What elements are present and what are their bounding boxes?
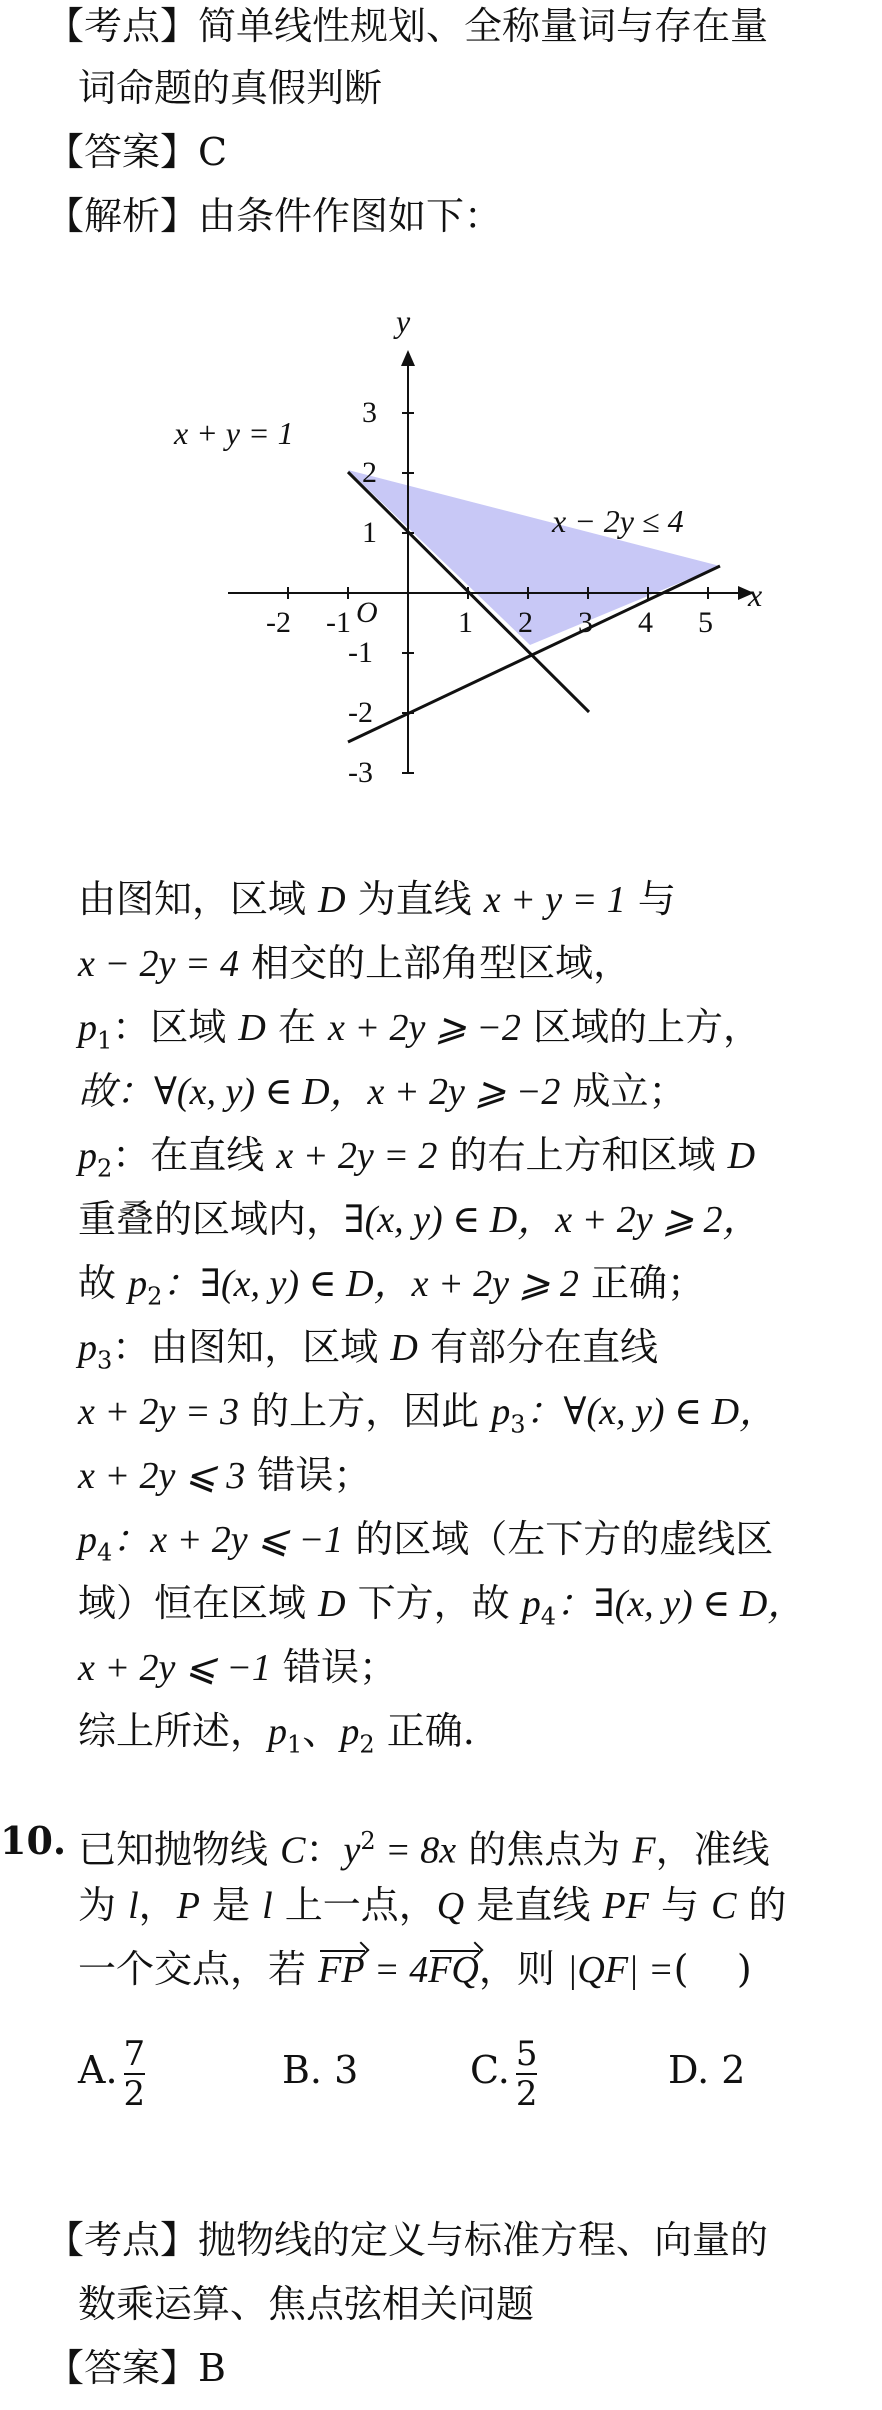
q10-line-1: 已知抛物线 C：$y^2 = 8x$ 的焦点为 F，准线 xyxy=(78,1827,770,1872)
analysis-line-6: 重叠的区域内，∃(x, y) ∈ D，x + 2y ⩾ 2， xyxy=(78,1197,761,1241)
analysis-line-9: x + 2y = 3 的上方，因此 $p_3$：∀(x, y) ∈ D， xyxy=(78,1389,778,1439)
analysis-line-3: $p_1$：区域 D 在 x + 2y ⩾ −2 区域的上方， xyxy=(78,1005,762,1055)
y-tick-label: 2 xyxy=(362,456,377,489)
x-tick-label: 2 xyxy=(518,606,533,639)
origin-label: O xyxy=(356,596,378,629)
x-tick-label: 3 xyxy=(578,606,593,639)
analysis-intro: 【解析】由条件作图如下： xyxy=(46,194,503,238)
x-axis-label: x xyxy=(748,577,763,613)
analysis-line-5: $p_2$：在直线 x + 2y = 2 的右上方和区域 D xyxy=(78,1133,756,1183)
x-tick-label: -2 xyxy=(266,606,291,639)
y-tick-label: -2 xyxy=(348,696,373,729)
x-tick-label: 1 xyxy=(458,606,473,639)
vector-FP: FP xyxy=(318,1944,364,1996)
x-tick-label: 4 xyxy=(638,606,653,639)
y-tick-label: 1 xyxy=(362,516,377,549)
label-x-minus-2y: x − 2y ≤ 4 xyxy=(552,503,684,539)
q10-topic-line-2: 数乘运算、焦点弦相关问题 xyxy=(78,2282,535,2326)
analysis-line-8: $p_3$：由图知，区域 D 有部分在直线 xyxy=(78,1325,658,1375)
vector-FQ: FQ xyxy=(428,1944,479,1996)
answer-line: 【答案】C xyxy=(46,130,228,174)
x-tick-label: 5 xyxy=(698,606,713,639)
q10-answer: 【答案】B xyxy=(46,2346,226,2390)
q10-line-2: 为 l，P 是 l 上一点，Q 是直线 PF 与 C 的 xyxy=(78,1883,787,1927)
x-tick-label: -1 xyxy=(326,606,351,639)
topic-line-2: 词命题的真假判断 xyxy=(78,66,383,110)
analysis-line-1: 由图知，区域 D 为直线 x + y = 1 与 xyxy=(78,877,676,921)
y-tick-label: -3 xyxy=(348,756,373,789)
topic-line-1: 【考点】简单线性规划、全称量词与存在量 xyxy=(46,4,769,48)
analysis-line-4: 故：∀(x, y) ∈ D，x + 2y ⩾ −2 成立； xyxy=(78,1069,687,1113)
analysis-line-12: 域）恒在区域 D 下方，故 $p_4$：∃(x, y) ∈ D， xyxy=(78,1581,806,1631)
y-tick-label: -1 xyxy=(348,636,373,669)
option-a[interactable]: A. $\frac{7}{2}$ xyxy=(78,2033,146,2114)
option-b[interactable]: B. 3 xyxy=(282,2048,359,2092)
analysis-line-10: x + 2y ⩽ 3 错误； xyxy=(78,1453,372,1497)
q10-number: 10. xyxy=(0,1818,67,1863)
analysis-line-2: x − 2y = 4 相交的上部角型区域， xyxy=(78,941,632,985)
linear-region-figure xyxy=(0,260,882,820)
q10-line-3: 一个交点，若 FP = 4FQ，则 |QF| =( ) xyxy=(78,1943,752,1996)
analysis-line-13: x + 2y ⩽ −1 错误； xyxy=(78,1645,397,1689)
analysis-line-14: 综上所述，$p_1$、$p_2$ 正确. xyxy=(78,1709,475,1759)
analysis-line-11: $p_4$：x + 2y ⩽ −1 的区域（左下方的虚线区 xyxy=(78,1517,774,1567)
y-axis-label: y xyxy=(396,303,411,339)
y-tick-label: 3 xyxy=(362,396,377,429)
feasible-region xyxy=(348,470,720,645)
label-x-plus-y: x + y = 1 xyxy=(174,415,294,451)
option-c[interactable]: C. $\frac{5}{2}$ xyxy=(470,2033,538,2114)
option-d[interactable]: D. 2 xyxy=(668,2048,746,2092)
analysis-line-7: 故 $p_2$：∃(x, y) ∈ D，x + 2y ⩾ 2 正确； xyxy=(78,1261,705,1311)
q10-topic-line-1: 【考点】抛物线的定义与标准方程、向量的 xyxy=(46,2218,769,2262)
y-axis-arrow xyxy=(401,350,415,366)
